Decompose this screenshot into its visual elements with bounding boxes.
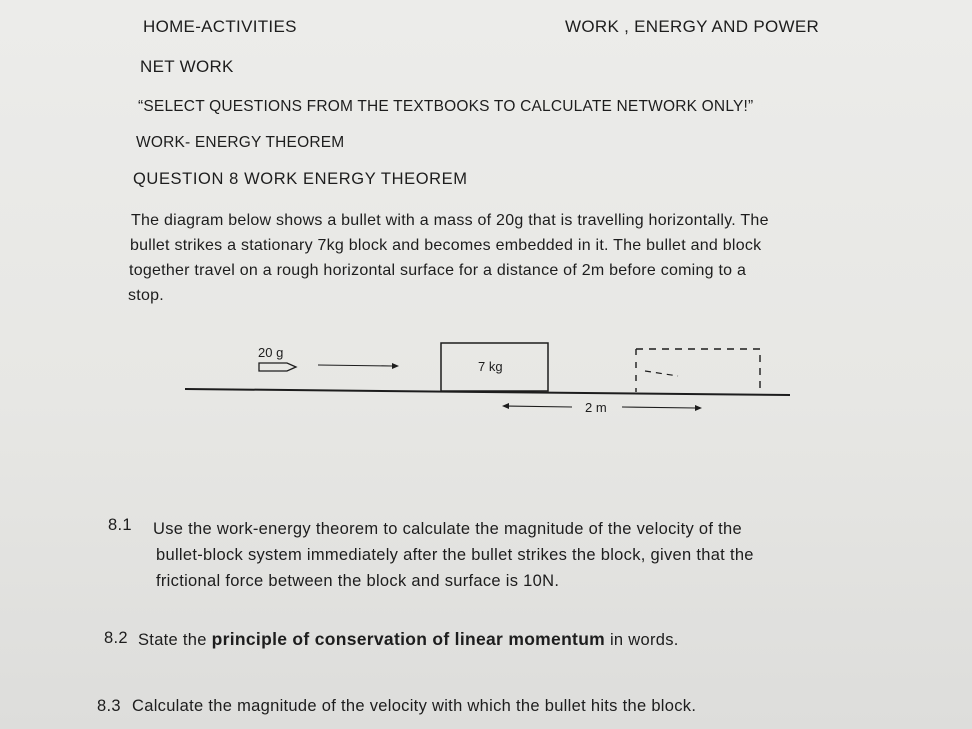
arrow-head-icon: [695, 405, 702, 411]
q2-post: in words.: [609, 631, 679, 649]
bullet-icon: [259, 363, 296, 371]
block-mass-label: 7 kg: [478, 359, 503, 374]
q1-text: [153, 516, 754, 594]
q2-bold-term: principle of conservation of linear momentum: [211, 629, 606, 649]
arrow-head-icon: [392, 363, 399, 369]
header-left: HOME-ACTIVITIES: [143, 17, 297, 36]
intro-line: together travel on a rough horizontal surface for a distance of 2m before coming to a: [129, 262, 747, 279]
q3-text: Calculate the magnitude of the velocity with which the bullet hits the block.: [132, 697, 697, 715]
distance-label: 2 m: [585, 400, 607, 415]
intro-line: The diagram below shows a bullet with a mass of 20g that is travelling horizontally. The: [131, 212, 769, 229]
embedded-bullet-outline: [645, 371, 678, 376]
ground-surface: [185, 389, 790, 395]
q3-number: 8.3: [97, 697, 121, 715]
q2-number: 8.2: [104, 629, 128, 647]
distance-line-right: [622, 407, 696, 408]
final-position-outline: [636, 349, 760, 393]
q1-line: bullet-block system immediately after the bullet strikes the block, given that the: [156, 546, 754, 564]
header-right: WORK , ENERGY AND POWER: [565, 17, 820, 36]
q1-number: 8.1: [108, 516, 132, 534]
intro-line: bullet strikes a stationary 7kg block and becomes embedded in it. The bullet and block: [130, 237, 762, 254]
q2-text: [138, 629, 679, 650]
intro-line: stop.: [128, 287, 164, 304]
q1-line: frictional force between the block and surface is 10N.: [156, 572, 560, 590]
instruction-heading: “SELECT QUESTIONS FROM THE TEXTBOOKS TO CALCULATE NETWORK ONLY!”: [138, 98, 754, 115]
net-work-heading: NET WORK: [140, 57, 234, 76]
question-title: QUESTION 8 WORK ENERGY THEOREM: [133, 170, 468, 188]
q1-line: Use the work-energy theorem to calculate the magnitude of the velocity of the: [153, 520, 742, 538]
bullet-mass-label: 20 g: [258, 345, 284, 360]
distance-line-left: [503, 406, 572, 407]
velocity-arrow: [318, 365, 392, 366]
q2-pre: State the: [138, 631, 207, 649]
theorem-heading: WORK- ENERGY THEOREM: [136, 134, 345, 151]
arrow-head-icon: [502, 403, 509, 409]
